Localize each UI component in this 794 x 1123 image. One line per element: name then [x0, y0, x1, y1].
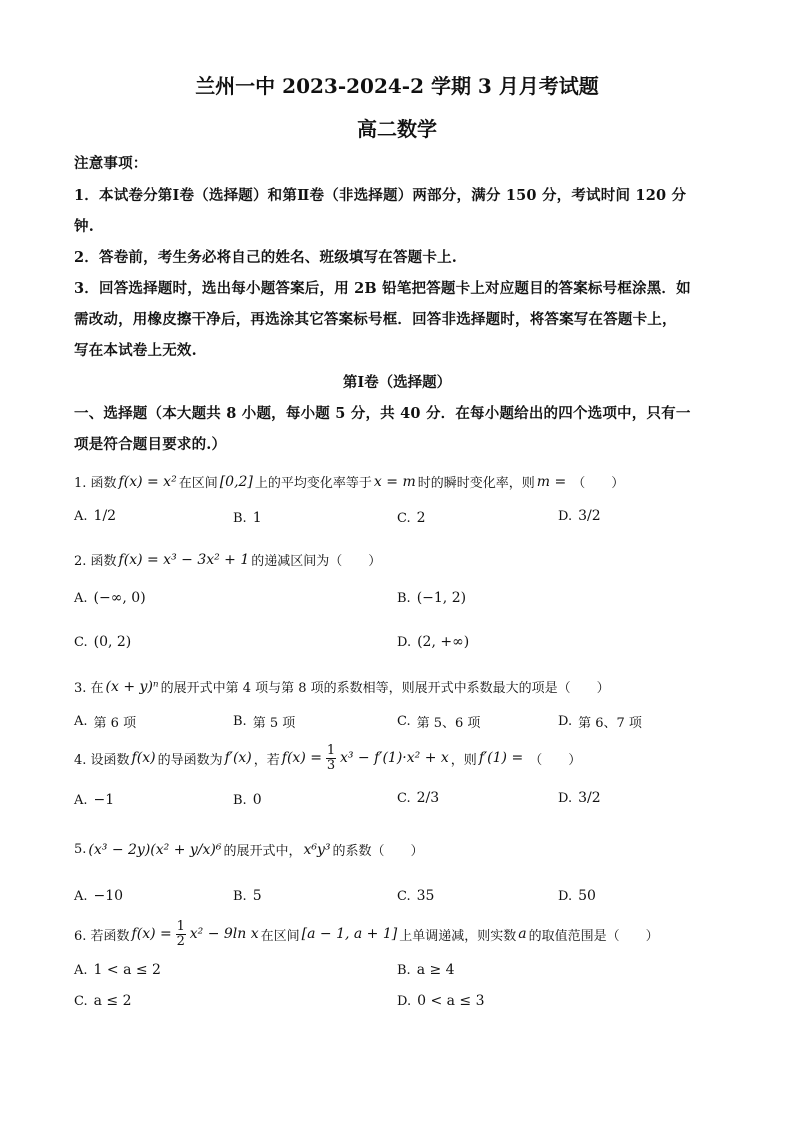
question-1-option-b: B. 1	[233, 510, 262, 526]
notice-item-1-line-2: 钟.	[74, 218, 94, 235]
notice-heading: 注意事项：	[74, 155, 148, 172]
question-1-option-a: A. 1/2	[74, 508, 117, 524]
question-2	[74, 550, 381, 569]
option-value: 5	[252, 888, 262, 904]
option-value: 35	[416, 888, 435, 904]
question-4-option-b: B. 0	[233, 792, 262, 808]
question-5-text-2: 的系数（ ）	[332, 844, 424, 859]
question-5-number: 5.	[74, 842, 87, 857]
question-4-option-a: A. −1	[74, 792, 115, 808]
question-4-target: f′(1) =	[478, 750, 524, 767]
option-value: 1 < a ≤ 2	[93, 962, 161, 978]
notice-item-2: 2．答卷前，考生务必将自己的姓名、班级填写在答题卡上.	[74, 249, 458, 266]
question-1-answer-blank: （ ）	[572, 476, 625, 491]
question-4-text-3: ，则	[450, 752, 477, 768]
question-6-number: 6. 若函数	[74, 928, 130, 944]
option-value: 1	[252, 510, 262, 526]
part-1-title: 第Ⅰ卷（选择题）	[342, 374, 452, 391]
question-4-derivative: f′(x)	[224, 750, 252, 767]
question-5-text-1: 的展开式中，	[223, 844, 302, 859]
notice-item-3-line-1: 3．回答选择题时，选出每小题答案后，用 2B 铅笔把答题卡上对应题目的答案标号框涂黑．如	[74, 280, 691, 297]
question-1-point: x = m	[373, 473, 416, 490]
question-4-number: 4. 设函数	[74, 752, 130, 768]
option-value: 第 5 项	[252, 716, 296, 731]
option-value: 2	[416, 510, 426, 526]
question-4-fraction-one-third: $\frac{1}{3}$	[326, 743, 336, 773]
question-6-function-right: x² − 9ln x	[189, 926, 259, 943]
question-6-option-d: D. 0 < a ≤ 3	[397, 993, 485, 1009]
question-6-text-3: 的取值范围是（ ）	[528, 928, 659, 944]
question-4-text-1: 的导函数为	[157, 752, 223, 768]
question-3	[74, 677, 610, 696]
question-2-option-a: A. (−∞, 0)	[74, 590, 146, 606]
option-value: 第 6 项	[93, 716, 137, 731]
question-3-option-c: C. 第 5、6 项	[397, 714, 481, 731]
question-4	[74, 744, 581, 772]
option-value: 50	[578, 888, 596, 904]
question-2-option-c: C. (0, 2)	[74, 634, 132, 650]
question-2-option-d: D. (2, +∞)	[397, 634, 470, 650]
question-3-expression: (x + y)ⁿ	[105, 678, 159, 695]
question-2-text: 的递减区间为（ ）	[251, 554, 382, 569]
notice-item-3-line-2: 需改动，用橡皮擦干净后，再选涂其它答案标号框．回答非选择题时，将答案写在答题卡上，	[74, 311, 677, 328]
question-1-option-c: C. 2	[397, 510, 426, 526]
notice-item-1-line-1: 1．本试卷分第Ⅰ卷（选择题）和第Ⅱ卷（非选择题）两部分，满分 150 分，考试时间 120 分	[74, 187, 687, 204]
question-1	[74, 472, 624, 491]
section-intro-line-2: 项是符合题目要求的.）	[74, 436, 227, 453]
question-5	[74, 840, 424, 859]
option-value: 0 < a ≤ 3	[417, 993, 485, 1009]
question-5-option-c: C. 35	[397, 888, 435, 904]
option-value: 2/3	[416, 790, 440, 806]
option-value: 3/2	[578, 790, 601, 806]
question-6-variable: a	[518, 926, 527, 943]
question-5-option-a: A. −10	[74, 888, 124, 904]
option-value: a ≥ 4	[416, 962, 455, 978]
question-5-term: x⁶y³	[303, 841, 331, 858]
question-2-option-b: B. (−1, 2)	[397, 590, 467, 606]
question-6	[74, 920, 659, 948]
question-3-number: 3. 在	[74, 681, 104, 696]
option-value: 0	[252, 792, 262, 808]
question-3-option-b: B. 第 5 项	[233, 714, 296, 731]
question-1-interval: [0,2]	[219, 473, 253, 490]
question-4-definition-left: f(x) =	[281, 750, 322, 767]
question-6-interval: [a − 1, a + 1]	[301, 926, 398, 943]
question-5-expression: (x³ − 2y)(x² + y/x)⁶	[88, 841, 222, 858]
question-2-function: f(x) = x³ − 3x² + 1	[118, 551, 250, 568]
question-5-option-b: B. 5	[233, 888, 262, 904]
question-5-option-d: D. 50	[558, 888, 596, 904]
question-3-option-a: A. 第 6 项	[74, 714, 137, 731]
question-3-text: 的展开式中第 4 项与第 8 项的系数相等，则展开式中系数最大的项是（ ）	[160, 681, 610, 696]
option-value: (2, +∞)	[417, 634, 470, 650]
question-6-text-1: 在区间	[260, 928, 300, 944]
question-4-answer-blank: （ ）	[529, 752, 582, 768]
option-value: 1/2	[93, 508, 117, 524]
question-4-option-d: D. 3/2	[558, 790, 601, 806]
question-1-text-3: 时的瞬时变化率，则	[417, 476, 535, 491]
option-value: a ≤ 2	[93, 993, 132, 1009]
question-4-option-c: C. 2/3	[397, 790, 440, 806]
question-1-variable: m =	[536, 473, 567, 490]
question-4-function: f(x)	[131, 750, 156, 767]
option-value: −10	[93, 888, 124, 904]
question-6-option-a: A. 1 < a ≤ 2	[74, 962, 161, 978]
question-1-text-1: 在区间	[178, 476, 218, 491]
option-value: 3/2	[578, 508, 601, 524]
exam-subject: 高二数学	[357, 117, 437, 141]
option-value: (−∞, 0)	[93, 590, 146, 606]
question-4-text-2: ，若	[253, 752, 280, 768]
question-6-option-c: C. a ≤ 2	[74, 993, 132, 1009]
question-1-text-2: 上的平均变化率等于	[254, 476, 372, 491]
option-value: 第 5、6 项	[416, 716, 481, 731]
option-value: (−1, 2)	[416, 590, 467, 606]
notice-item-3-line-3: 写在本试卷上无效.	[74, 342, 197, 359]
exam-title: 兰州一中 2023-2024-2 学期 3 月月考试题	[195, 74, 599, 98]
question-6-fraction-one-half: $\frac{1}{2}$	[176, 919, 185, 949]
option-value: (0, 2)	[93, 634, 132, 650]
question-1-number: 1. 函数	[74, 476, 117, 491]
question-1-function: f(x) = x²	[118, 473, 177, 490]
question-2-number: 2. 函数	[74, 554, 117, 569]
question-6-text-2: 上单调递减，则实数	[399, 928, 517, 944]
option-value: −1	[93, 792, 115, 808]
option-value: 第 6、7 项	[578, 716, 642, 731]
question-1-option-d: D. 3/2	[558, 508, 601, 524]
section-intro-line-1: 一、选择题（本大题共 8 小题，每小题 5 分，共 40 分．在每小题给出的四个选项中，只有一	[74, 405, 691, 422]
question-3-option-d: D. 第 6、7 项	[558, 714, 642, 731]
question-4-definition-right: x³ − f′(1)·x² + x	[339, 750, 449, 767]
question-6-function-left: f(x) =	[131, 926, 172, 943]
question-6-option-b: B. a ≥ 4	[397, 962, 455, 978]
